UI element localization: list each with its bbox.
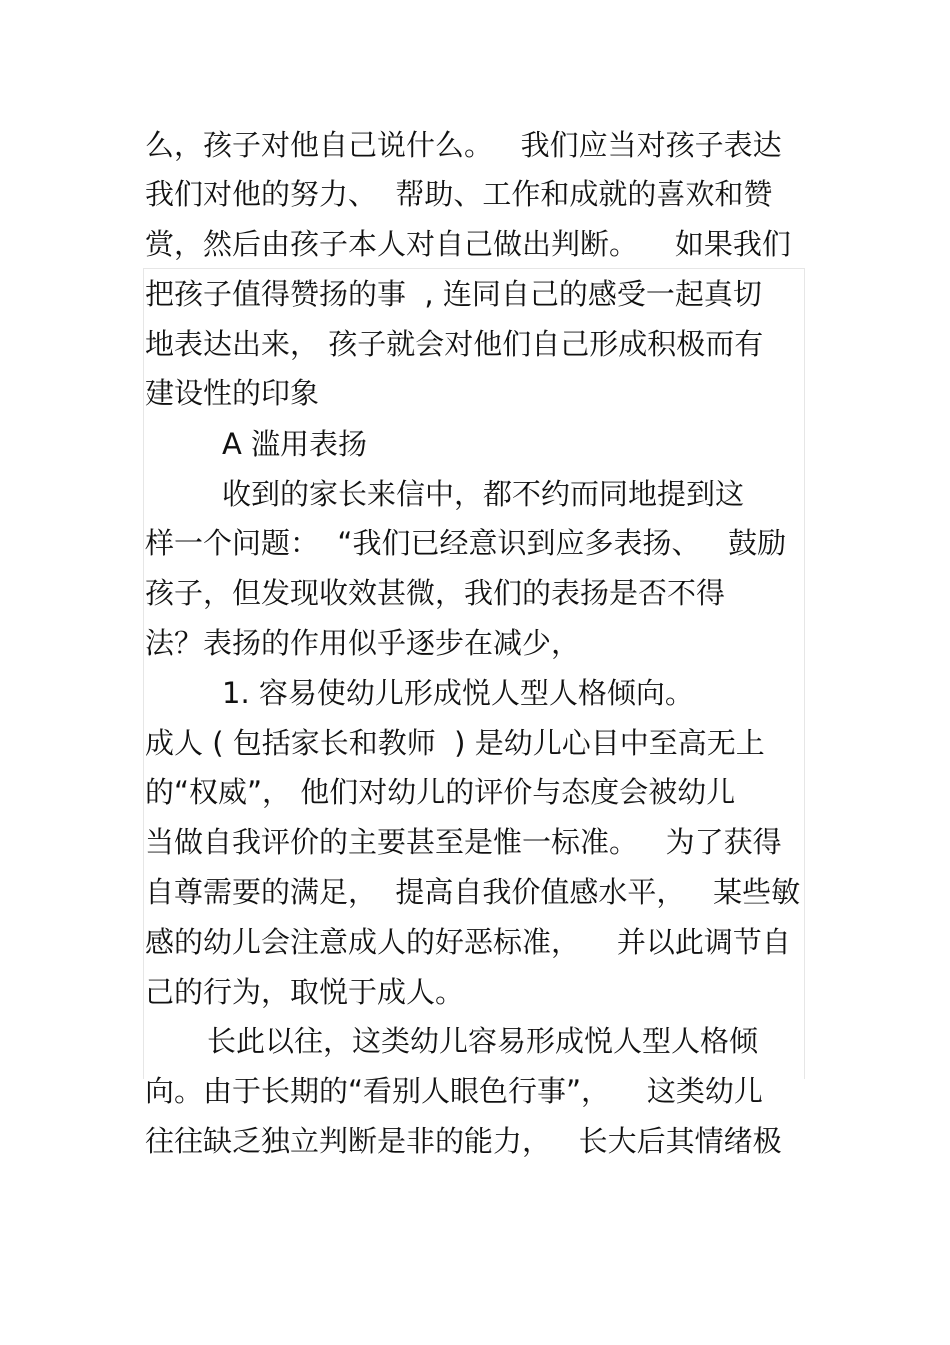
text-line-4: 把孩子值得赞扬的事 , 连同自己的感受一起真切 xyxy=(145,277,762,311)
text-line-9: 样一个问题： “我们已经意识到应多表扬、 鼓励 xyxy=(145,526,787,560)
section-heading: A 滥用表扬 xyxy=(222,427,368,461)
text-line-8: 收到的家长来信中，都不约而同地提到这 xyxy=(222,477,745,511)
text-line-20: 向。由于长期的“看别人眼色行事”， 这类幼儿 xyxy=(145,1074,763,1108)
text-line-13: 成人 ( 包括家长和教师 ) 是幼儿心目中至高无上 xyxy=(145,726,765,760)
text-line-5: 地表达出来， 孩子就会对他们自己形成积极而有 xyxy=(145,327,764,361)
numbered-heading: 1. 容易使幼儿形成悦人型人格倾向。 xyxy=(222,676,694,710)
text-line-6: 建设性的印象 xyxy=(145,376,320,410)
text-line-11: 法？表扬的作用似乎逐步在减少， xyxy=(145,626,581,660)
text-line-17: 感的幼儿会注意成人的好恶标准， 并以此调节自 xyxy=(145,925,791,959)
text-line-16: 自尊需要的满足， 提高自我价值感水平， 某些敏 xyxy=(145,875,801,909)
text-line-1: 么，孩子对他自己说什么。 我们应当对孩子表达 xyxy=(145,128,782,162)
text-line-19: 长此以往，这类幼儿容易形成悦人型人格倾 xyxy=(207,1024,759,1058)
text-line-18: 己的行为，取悦于成人。 xyxy=(145,975,465,1009)
text-line-15: 当做自我评价的主要甚至是惟一标准。 为了获得 xyxy=(145,825,782,859)
text-line-10: 孩子，但发现收效甚微，我们的表扬是否不得 xyxy=(145,576,726,610)
text-line-21: 往往缺乏独立判断是非的能力， 长大后其情绪极 xyxy=(145,1124,782,1158)
text-line-14: 的“权威”， 他们对幼儿的评价与态度会被幼儿 xyxy=(145,775,736,809)
text-line-3: 赏，然后由孩子本人对自己做出判断。 如果我们 xyxy=(145,227,791,261)
text-line-2: 我们对他的努力、 帮助、工作和成就的喜欢和赞 xyxy=(145,177,773,211)
